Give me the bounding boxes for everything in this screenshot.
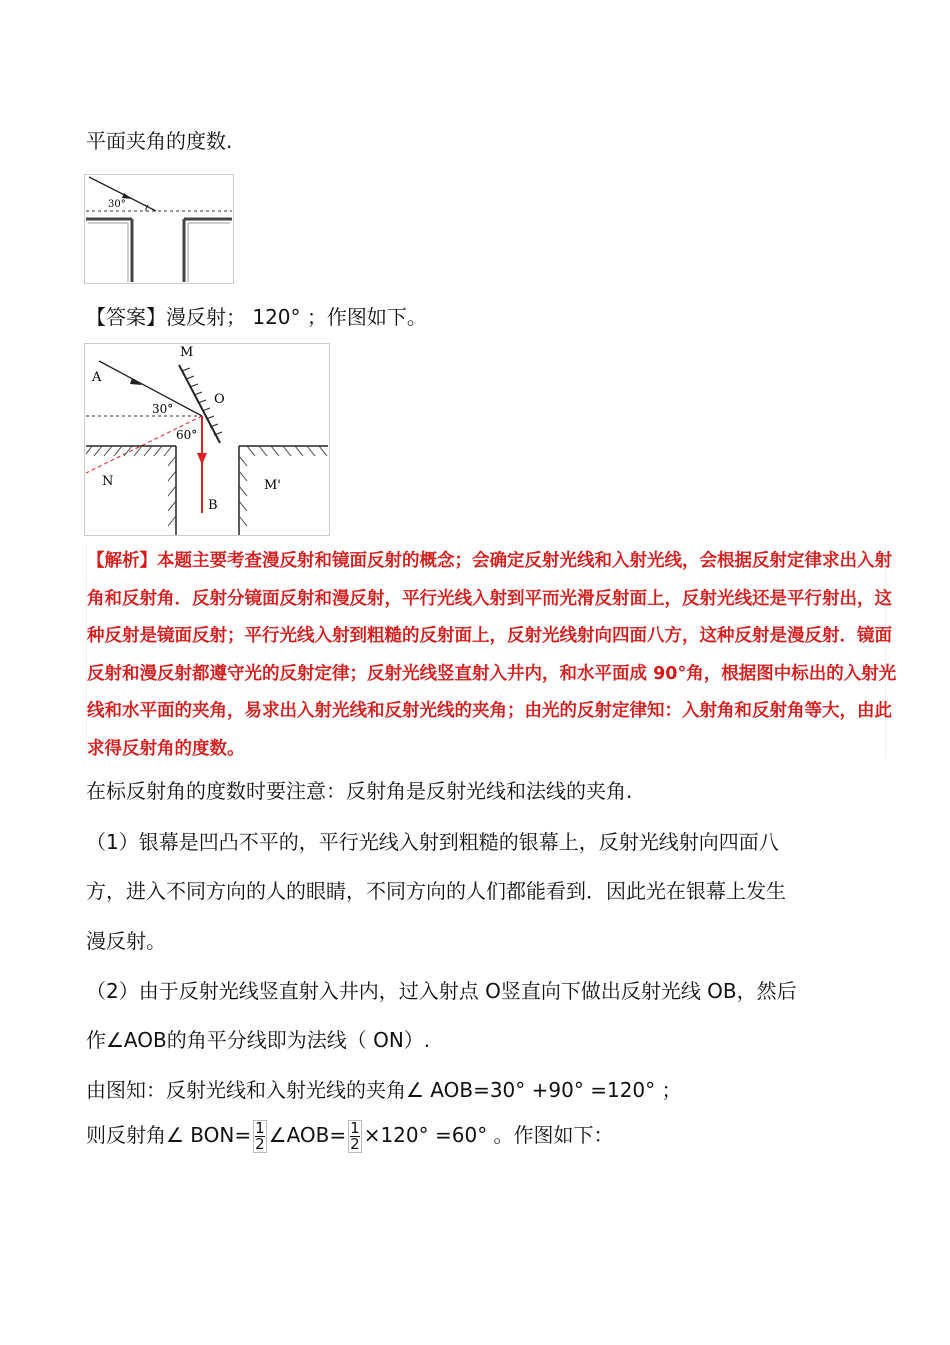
figure-2-label-m: M (180, 345, 194, 360)
analysis-line: 求得反射角的度数。 (87, 738, 245, 759)
figure-2 (84, 343, 330, 536)
figure-2-label-n: N (102, 474, 114, 489)
text-paragraph-4: 由图知：反射光线和入射光线的夹角∠ AOB=30° +90° =120° ； (86, 1078, 682, 1102)
figure-2-label-m-prime: M' (264, 478, 281, 493)
p5-post: ×120° =60° 。作图如下： (363, 1123, 614, 1147)
analysis-line: 反射和漫反射都遵守光的反射定律；反射光线竖直射入井内，和水平面成 90°角，根据图中标出的入射光 (87, 663, 897, 684)
p5-pre: 则反射角∠ BON= (86, 1123, 252, 1147)
analysis-line: 种反射是镜面反射；平行光线入射到粗糙的反射面上，反射光线射向四面八方，这种反射是漫反射．镜面 (87, 626, 892, 646)
text-paragraph-2b: 方，进入不同方向的人的眼睛，不同方向的人们都能看到．因此光在银幕上发生 (86, 879, 786, 903)
analysis-line: 线和水平面的夹角，易求出入射光线和反射光线的夹角；由光的反射定律知：入射角和反射角等大，由此 (87, 701, 892, 721)
analysis-block (86, 543, 897, 759)
figure-1 (84, 174, 234, 284)
analysis-line: 【解析】本题主要考查漫反射和镜面反射的概念；会确定反射光线和入射光线，会根据反射定律求出入射 (87, 551, 892, 571)
answer-line: 【答案】漫反射； 120° ；作图如下。 (86, 305, 427, 329)
fraction-numerator: 1 (350, 1119, 360, 1137)
text-paragraph-3a: （2）由于反射光线竖直射入井内，过入射点 O竖直向下做出反射光线 OB，然后 (86, 979, 797, 1003)
fraction-half-1 (253, 1120, 267, 1153)
text-paragraph-5 (86, 1115, 614, 1155)
figure-2-label-o: O (214, 392, 225, 407)
text-paragraph-3b: 作∠AOB的角平分线即为法线（ ON）. (86, 1028, 431, 1052)
figure-2-angle-30: 30° (152, 402, 174, 416)
analysis-line: 角和反射角．反射分镜面反射和漫反射，平行光线入射到平而光滑反射面上，反射光线还是平行射出，这 (87, 588, 892, 609)
fraction-half-2 (348, 1120, 362, 1153)
text-line-1: 平面夹角的度数. (86, 129, 233, 153)
figure-2-label-a: A (92, 370, 102, 385)
figure-2-angle-60: 60° (176, 428, 198, 442)
fraction-denominator: 2 (255, 1135, 265, 1153)
text-paragraph-2a: （1）银幕是凹凸不平的，平行光线入射到粗糙的银幕上，反射光线射向四面八 (86, 830, 779, 854)
fraction-denominator: 2 (350, 1135, 360, 1153)
p5-mid: ∠AOB= (268, 1123, 347, 1147)
fraction-numerator: 1 (255, 1119, 265, 1137)
text-paragraph-1: 在标反射角的度数时要注意：反射角是反射光线和法线的夹角. (86, 779, 633, 803)
text-paragraph-2c: 漫反射。 (86, 929, 166, 953)
figure-1-angle-label: 30° (108, 199, 126, 210)
figure-2-label-b: B (208, 498, 218, 513)
